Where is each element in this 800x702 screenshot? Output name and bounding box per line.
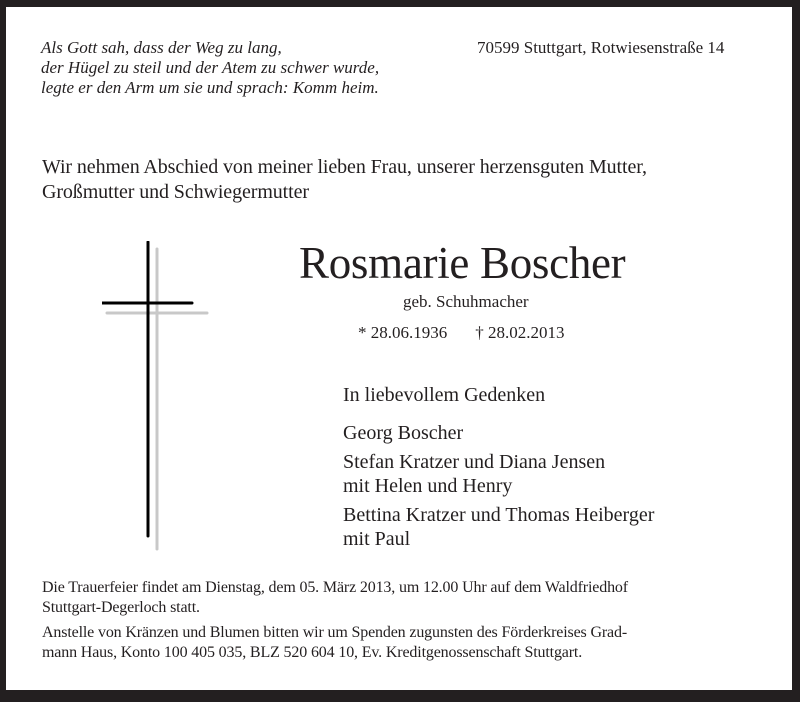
deceased-name: Rosmarie Boscher	[299, 238, 626, 288]
mourner-line: mit Paul	[343, 528, 411, 550]
mourner-line: Bettina Kratzer und Thomas Heiberger	[343, 504, 655, 526]
mourner-line: mit Helen und Henry	[343, 475, 513, 497]
mourner-group	[343, 450, 654, 498]
farewell-intro	[42, 155, 647, 205]
footer-notes	[42, 578, 628, 668]
birth-date: * 28.06.1936	[358, 323, 448, 342]
poem-verse	[41, 38, 379, 98]
intro-line: Wir nehmen Abschied von meiner lieben Frau, unserer herzensguten Mutter,	[42, 156, 647, 178]
family-address: 70599 Stuttgart, Rotwiesenstraße 14	[477, 38, 725, 57]
funeral-line: Stuttgart-Degerloch statt.	[42, 599, 200, 616]
mourner-group	[343, 421, 654, 445]
obituary-notice	[6, 7, 792, 690]
mourners-list	[343, 421, 654, 556]
poem-line: legte er den Arm um sie und sprach: Komm heim.	[41, 78, 379, 97]
donation-line: mann Haus, Konto 100 405 035, BLZ 520 604 10, Ev. Kreditgenossenschaft Stuttgart.	[42, 644, 583, 661]
mourner-group	[343, 503, 654, 551]
life-dates	[358, 323, 565, 343]
mourner-line: Stefan Kratzer und Diana Jensen	[343, 451, 606, 473]
intro-line: Großmutter und Schwiegermutter	[42, 181, 309, 203]
maiden-name: geb. Schuhmacher	[403, 292, 529, 311]
funeral-line: Die Trauerfeier findet am Dienstag, dem 05. März 2013, um 12.00 Uhr auf dem Waldfriedhof	[42, 579, 628, 596]
memory-heading: In liebevollem Gedenken	[343, 384, 546, 406]
donation-line: Anstelle von Kränzen und Blumen bitten wir um Spenden zugunsten des Förderkreises Grad-	[42, 624, 628, 641]
poem-line: Als Gott sah, dass der Weg zu lang,	[41, 38, 282, 57]
poem-line: der Hügel zu steil und der Atem zu schwer wurde,	[41, 58, 380, 77]
donation-info	[42, 623, 628, 663]
funeral-info	[42, 578, 628, 618]
latin-cross-icon	[102, 241, 222, 551]
death-date: † 28.02.2013	[475, 323, 565, 342]
mourner-line: Georg Boscher	[343, 422, 464, 444]
